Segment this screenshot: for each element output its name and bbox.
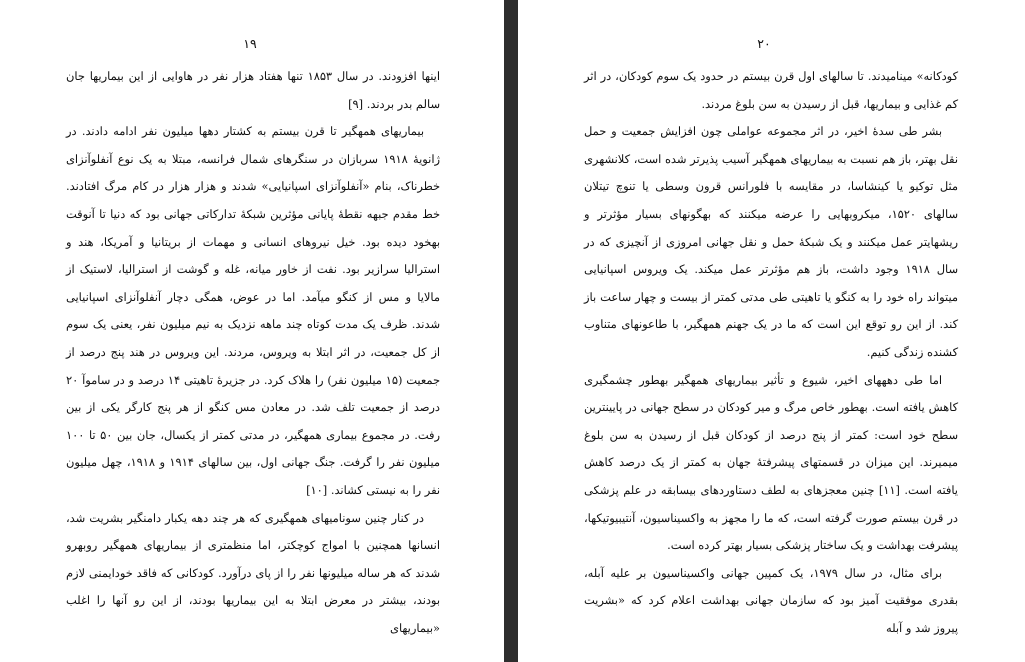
book-spine xyxy=(504,0,518,662)
paragraph: کودکانه» مینامیدند. تا سالهای اول قرن بیستم در حدود یک سوم کودکان، در اثر کم غذایی و بیماریها، قبل از رسیدن به سن بلوغ مردند. xyxy=(584,69,958,111)
paragraph: برای مثال، در سال ۱۹۷۹، یک کمپین جهانی واکسیناسیون بر علیه آبله، بقدری موفقیت آمیز بود که سازمان جهانی بهداشت اعلام کرد که «بشریت پیروز شد و آبله xyxy=(584,565,958,635)
paragraph: اینها افزودند. در سال ۱۸۵۳ تنها هفتاد هزار نفر در هاوایی از این بیماریها جان سالم بدر بردند. [۹] xyxy=(66,69,440,111)
page-number-right: ۲۰ xyxy=(757,36,771,51)
paragraph: در کنار چنین سونامیهای همهگیری که هر چند دهه یکبار دامنگیر بشریت شد، انسانها همچنین با امواج کوچکتر، اما منظمتری از بیماریهای همهگیر روبهرو شدند که هر ساله میلیونها نفر را از پای درآورد. کودکانی که فاقد خودایمنی لازم بودند، بیشتر در معرض ابتلا به این بیماریها بودند، از این رو آنها را اغلب «بیماریهای xyxy=(66,510,440,635)
right-page-text xyxy=(584,63,958,642)
left-page-text xyxy=(66,63,440,642)
left-page xyxy=(0,0,504,662)
paragraph: اما طی دهههای اخیر، شیوع و تأثیر بیماریهای همهگیر بهطور چشمگیری کاهش یافته است. بهطور خاص مرگ و میر کودکان در سطح جهانی در پایینترین سطح خود است: کمتر از پنج درصد از کودکان قبل از رسیدن به سن بلوغ میمیرند. این میزان در قسمتهای پیشرفتهٔ جهان به کمتر از یک درصد کاهش یافته است. [۱۱] چنین معجزهای به لطف دستاوردهای بیسابقه در علم پزشکی در قرن بیستم صورت گرفته است، که ما را مجهز به واکسیناسیون، آنتیبیوتیکها، پیشرفت بهداشت و یک ساختار پزشکی بسیار بهتر کرده است. xyxy=(584,372,958,553)
paragraph: بیماریهای همهگیر تا قرن بیستم به کشتار دهها میلیون نفر ادامه دادند. در ژانویهٔ ۱۹۱۸ سربازان در سنگرهای شمال فرانسه، مبتلا به یک نوع آنفلوآنزای خطرناک، بنام «آنفلوآنزای اسپانیایی» شدند و هزار هزار در کام مرگ افتادند. خط مقدم جبهه نقطهٔ پایانی مؤثرین شبکهٔ تدارکاتی جهانی بود که دنیا تا آنوقت بهخود دیده بود. خیل نیروهای انسانی و مهمات از بریتانیا و آمریکا، هند و استرالیا سرازیر بود. نفت از خاور میانه، غله و گوشت از استرالیا، لاستیک از مالایا و مس از کنگو میآمد. اما در عوض، همگی دچار آنفلوآنزای اسپانیایی شدند. ظرف یک مدت کوتاه چند ماهه نزدیک به نیم میلیون نفر، یعنی یک سوم از کل جمعیت، در اثر ابتلا به ویروس، مردند. این ویروس در هند پنج درصد از جمعیت (۱۵ میلیون نفر) را هلاک کرد. در جزیرهٔ تاهیتی ۱۴ درصد و در ساموآ ۲۰ درصد از جمعیت تلف شد. در معادن مس کنگو از هر پنج کارگر یکی از بین رفت. در مجموع بیماری همهگیر، در مدتی کمتر از یکسال، جان بین ۵۰ تا ۱۰۰ میلیون نفر را گرفت. جنگ جهانی اول، بین سالهای ۱۹۱۴ و ۱۹۱۸، چهل میلیون نفر را به نیستی کشاند. [۱۰] xyxy=(66,124,440,497)
right-page xyxy=(518,0,1025,662)
page-number-left: ۱۹ xyxy=(243,36,257,51)
paragraph: بشر طی سدهٔ اخیر، در اثر مجموعه عواملی چون افزایش جمعیت و حمل نقل بهتر، باز هم نسبت به بیماریهای همهگیر آسیب پذیرتر شده است، کلانشهری مثل توکیو یا کینشاسا، در مقایسه با فلورانس قرون وسطی یا تنوچ تیتلان سالهای ۱۵۲۰، میکروبهایی را عرضه میکنند که بهگونهای بسیار مؤثرتر و ریشهایتر عمل میکنند و یک شبکهٔ حمل و نقل جهانی امروزی از آنچیزی که در سال ۱۹۱۸ وجود داشت، باز هم مؤثرتر عمل میکند. یک ویروس اسپانیایی میتواند راه خود را به کنگو یا تاهیتی طی مدتی کمتر از بیست و چهار ساعت باز کند. از این رو توقع این است که ما در یک جهنم همهگیر، با طاعونهای متناوب کشنده زندگی کنیم. xyxy=(584,124,958,359)
